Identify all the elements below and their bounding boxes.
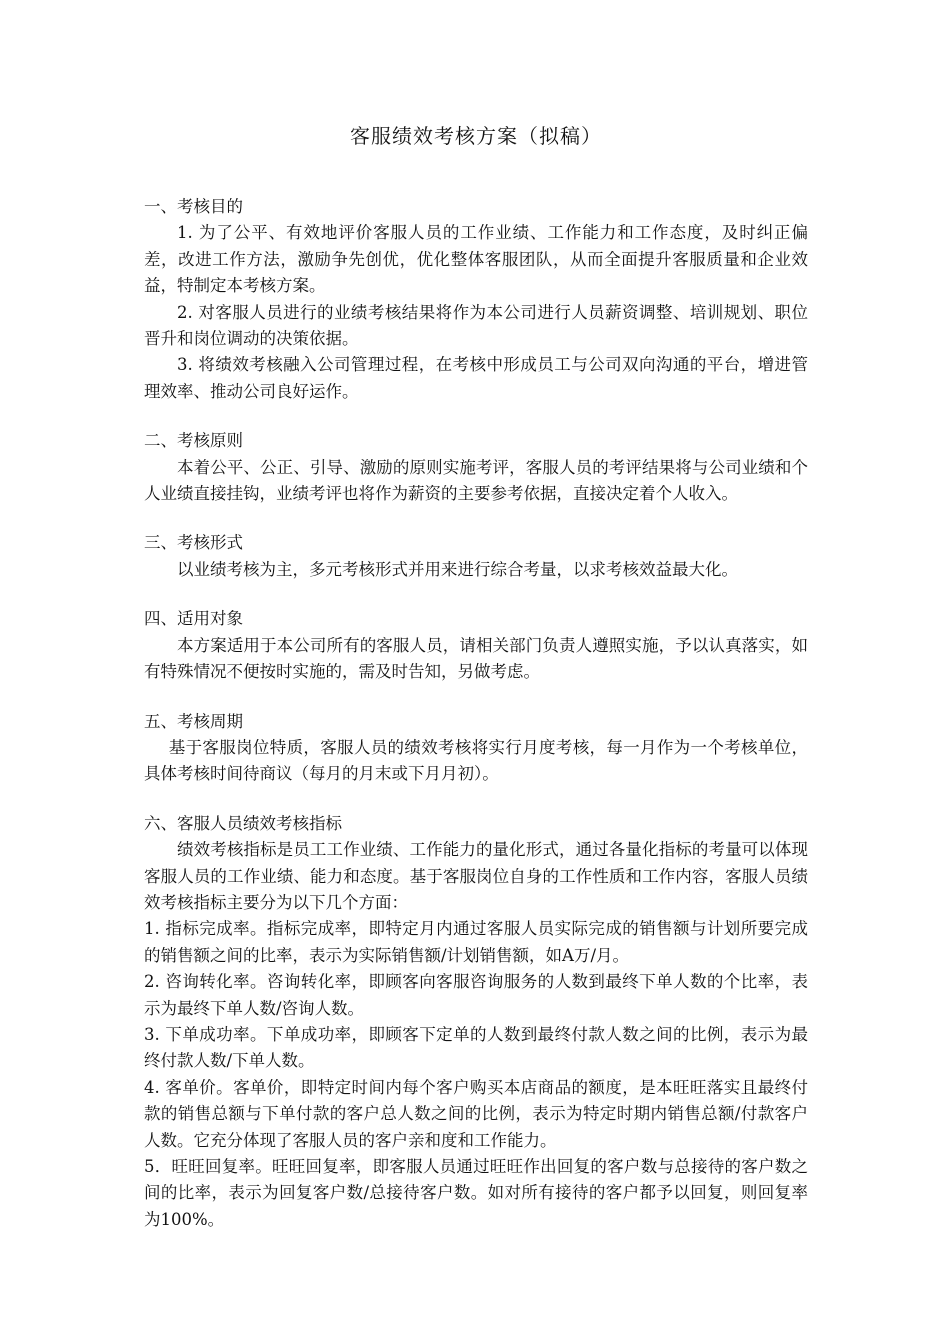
paragraph: 1. 为了公平、有效地评价客服人员的工作业绩、工作能力和工作态度，及时纠正偏差，改进工作方法，激励争先创优，优化整体客服团队，从而全面提升客服质量和企业效益，特制定本考核方案。 bbox=[144, 223, 808, 296]
list-item: 5．旺旺回复率。旺旺回复率，即客服人员通过旺旺作出回复的客户数与总接待的客户数之间的比率，表示为回复客户数/总接待客户数。如对所有接待的客户都予以回复，则回复率为100%。 bbox=[144, 1157, 808, 1229]
list-item: 3. 下单成功率。下单成功率，即顾客下定单的人数到最终付款人数之间的比例，表示为最终付款人数/下单人数。 bbox=[144, 1024, 808, 1071]
paragraph: 本方案适用于本公司所有的客服人员，请相关部门负责人遵照实施，予以认真落实，如有特殊情况不便按时实施的，需及时告知，另做考虑。 bbox=[144, 635, 808, 682]
paragraph: 2. 对客服人员进行的业绩考核结果将作为本公司进行人员薪资调整、培训规划、职位晋升和岗位调动的决策依据。 bbox=[144, 302, 808, 349]
section-heading: 五、考核周期 bbox=[144, 711, 243, 731]
section-heading: 一、考核目的 bbox=[144, 197, 243, 216]
list-item: 4. 客单价。客单价，即特定时间内每个客户购买本店商品的额度，是本旺旺落实且最终付款的销售总额与下单付款的客户总人数之间的比例，表示为特定时期内销售总额/付款客户人数。它充分体现了客服人员的客户亲和度和工作能力。 bbox=[144, 1077, 808, 1150]
section-indicators bbox=[144, 811, 808, 1234]
list-item: 1. 指标完成率。指标完成率，即特定月内通过客服人员实际完成的销售额与计划所要完成的销售额之间的比率，表示为实际销售额/计划销售额，如A万/月。 bbox=[144, 919, 808, 965]
paragraph: 绩效考核指标是员工工作业绩、工作能力的量化形式，通过各量化指标的考量可以体现客服人员的工作业绩、能力和态度。基于客服岗位自身的工作性质和工作内容，客服人员绩效考核指标主要分为以下几个方面： bbox=[144, 840, 808, 912]
list-item: 2. 咨询转化率。咨询转化率，即顾客向客服咨询服务的人数到最终下单人数的个比率，表示为最终下单人数/咨询人数。 bbox=[144, 972, 808, 1018]
section-scope bbox=[144, 606, 808, 685]
section-heading: 二、考核原则 bbox=[144, 431, 243, 451]
paragraph: 3. 将绩效考核融入公司管理过程，在考核中形成员工与公司双向沟通的平台，增进管理效率、推动公司良好运作。 bbox=[144, 355, 808, 401]
section-purpose bbox=[144, 194, 808, 405]
section-form bbox=[144, 530, 808, 583]
section-heading: 三、考核形式 bbox=[144, 533, 243, 553]
paragraph: 本着公平、公正、引导、激励的原则实施考评，客服人员的考评结果将与公司业绩和个人业绩直接挂钩，业绩考评也将作为薪资的主要参考依据，直接决定着个人收入。 bbox=[144, 457, 808, 504]
paragraph: 以业绩考核为主，多元考核形式并用来进行综合考量，以求考核效益最大化。 bbox=[177, 559, 738, 579]
section-heading: 四、适用对象 bbox=[144, 609, 243, 629]
section-principles bbox=[144, 428, 808, 507]
paragraph: 基于客服岗位特质，客服人员的绩效考核将实行月度考核，每一月作为一个考核单位，具体考核时间待商议（每月的月末或下月月初）。 bbox=[144, 737, 808, 784]
section-heading: 六、客服人员绩效考核指标 bbox=[144, 813, 342, 833]
document-page bbox=[144, 116, 808, 1256]
section-cycle bbox=[144, 709, 808, 788]
document-title: 客服绩效考核方案（拟稿） bbox=[350, 124, 602, 148]
